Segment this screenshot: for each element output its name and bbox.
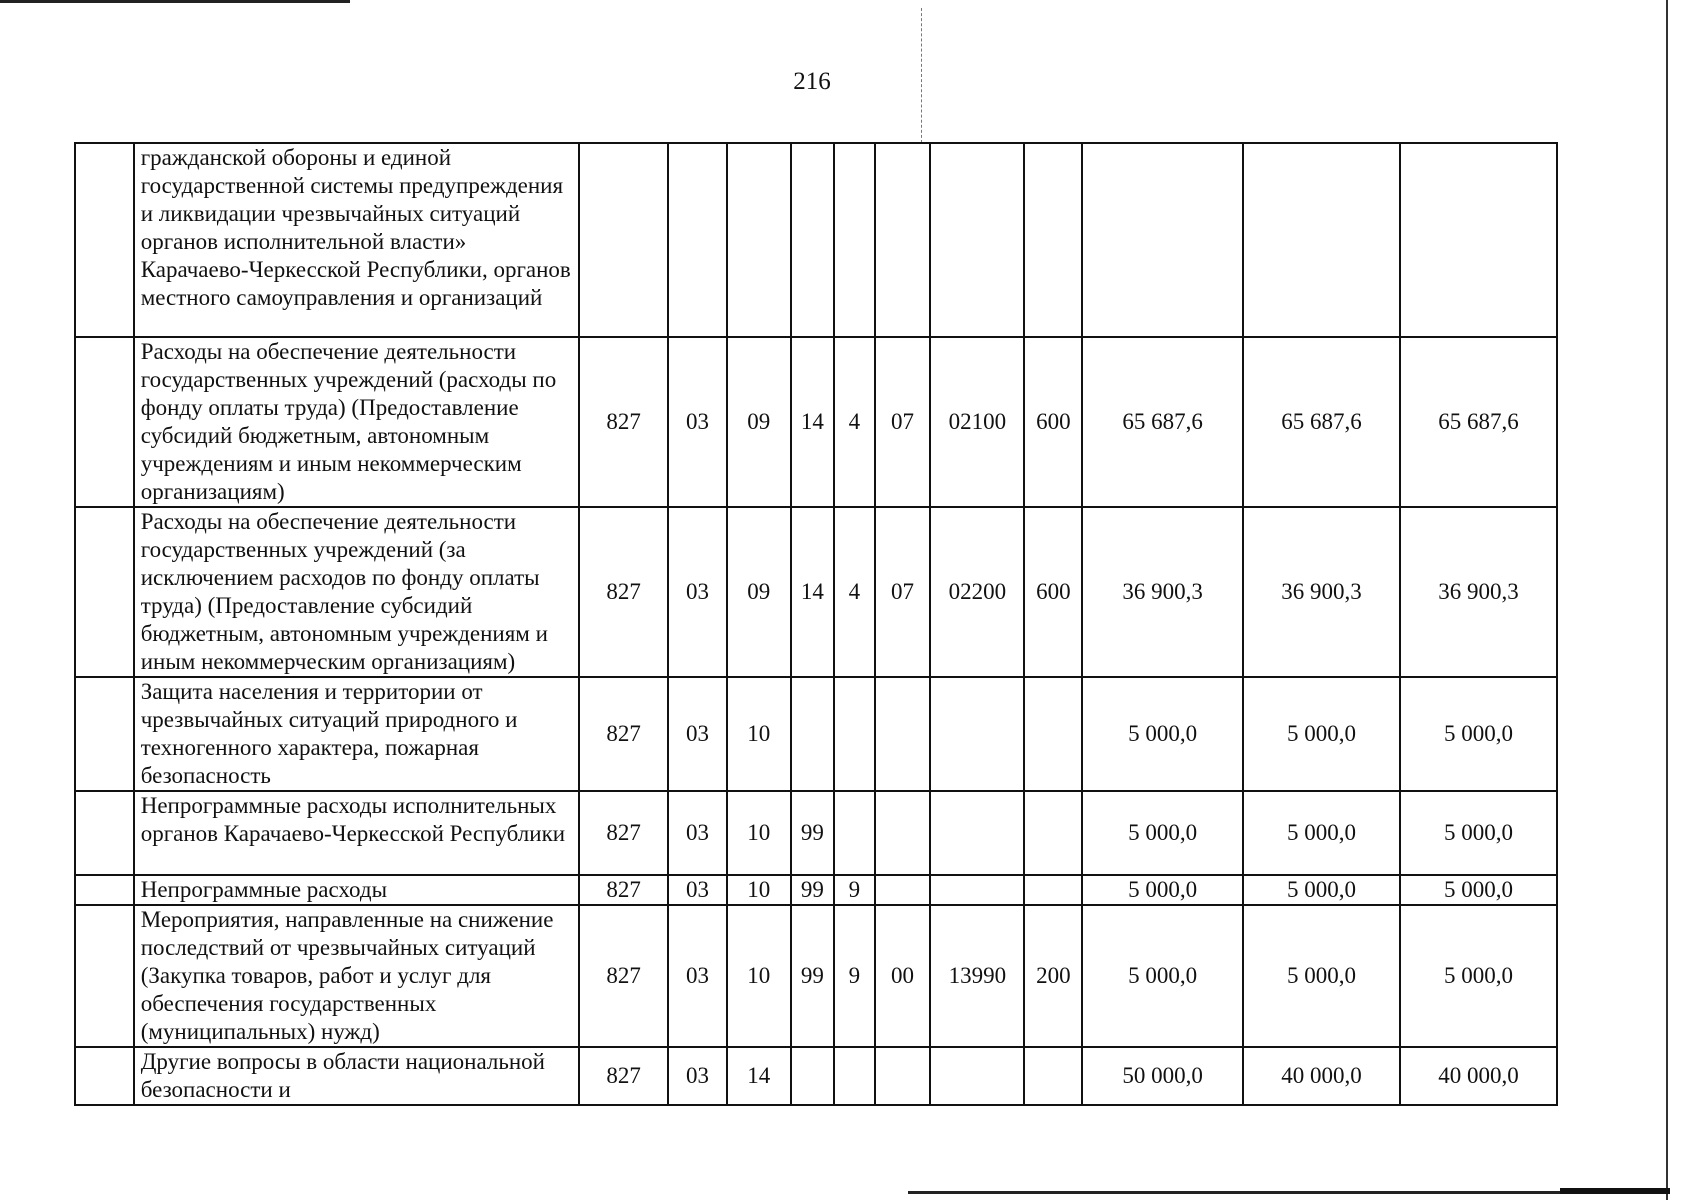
row-index-cell (75, 143, 134, 337)
amount-year-2-cell: 5 000,0 (1243, 677, 1400, 791)
ministry-code-cell: 827 (579, 791, 668, 875)
program-cell (791, 1047, 835, 1105)
amount-year-1-cell: 50 000,0 (1082, 1047, 1243, 1105)
table-row (75, 905, 1557, 1047)
subprogram-cell (834, 677, 874, 791)
table-row (75, 1047, 1557, 1105)
event-cell: 00 (875, 905, 931, 1047)
section-cell: 03 (668, 905, 727, 1047)
row-name-cell: гражданской обороны и единой государственной системы предупреждения и ликвидации чрезвычайных ситуаций органов исполнительной власти» Карачаево-Черкесской Республики, органов местного самоуправления и организаций (134, 143, 579, 337)
event-cell (875, 143, 931, 337)
direction-cell (930, 143, 1024, 337)
row-index-cell (75, 875, 134, 905)
expense-type-cell (1024, 875, 1082, 905)
amount-year-3-cell: 40 000,0 (1400, 1047, 1557, 1105)
direction-cell (930, 677, 1024, 791)
program-cell: 99 (791, 905, 835, 1047)
subsection-cell (727, 143, 791, 337)
amount-year-2-cell: 40 000,0 (1243, 1047, 1400, 1105)
row-index-cell (75, 677, 134, 791)
amount-year-1-cell: 5 000,0 (1082, 875, 1243, 905)
row-index-cell (75, 791, 134, 875)
subsection-cell: 09 (727, 507, 791, 677)
expense-type-cell (1024, 791, 1082, 875)
ministry-code-cell (579, 143, 668, 337)
subprogram-cell: 9 (834, 875, 874, 905)
expense-type-cell (1024, 1047, 1082, 1105)
subprogram-cell (834, 143, 874, 337)
amount-year-3-cell (1400, 143, 1557, 337)
amount-year-3-cell: 65 687,6 (1400, 337, 1557, 507)
direction-cell (930, 1047, 1024, 1105)
subprogram-cell: 4 (834, 507, 874, 677)
amount-year-1-cell (1082, 143, 1243, 337)
row-index-cell (75, 905, 134, 1047)
amount-year-1-cell: 65 687,6 (1082, 337, 1243, 507)
amount-year-1-cell: 5 000,0 (1082, 677, 1243, 791)
subsection-cell: 14 (727, 1047, 791, 1105)
amount-year-2-cell: 5 000,0 (1243, 905, 1400, 1047)
ministry-code-cell: 827 (579, 507, 668, 677)
section-cell: 03 (668, 1047, 727, 1105)
row-name-cell: Расходы на обеспечение деятельности государственных учреждений (расходы по фонду оплаты труда) (Предоставление субсидий бюджетным, автономным учреждениям и иным некоммерческим организациям) (134, 337, 579, 507)
subsection-cell: 10 (727, 875, 791, 905)
budget-table (74, 142, 1558, 1106)
direction-cell (930, 791, 1024, 875)
section-cell: 03 (668, 791, 727, 875)
row-name-cell: Другие вопросы в области национальной безопасности и (134, 1047, 579, 1105)
section-cell: 03 (668, 337, 727, 507)
ministry-code-cell: 827 (579, 677, 668, 791)
direction-cell: 13990 (930, 905, 1024, 1047)
subprogram-cell (834, 791, 874, 875)
row-name-cell: Защита населения и территории от чрезвычайных ситуаций природного и техногенного характера, пожарная безопасность (134, 677, 579, 791)
row-name-cell: Непрограммные расходы исполнительных органов Карачаево-Черкесской Республики (134, 791, 579, 875)
direction-cell: 02100 (930, 337, 1024, 507)
table-row (75, 143, 1557, 337)
row-name-cell: Мероприятия, направленные на снижение последствий от чрезвычайных ситуаций (Закупка товаров, работ и услуг для обеспечения государственных (муниципальных) нужд) (134, 905, 579, 1047)
subsection-cell: 10 (727, 677, 791, 791)
ministry-code-cell: 827 (579, 875, 668, 905)
bottom-scan-rule-thick (1560, 1188, 1670, 1194)
page-number: 216 (793, 68, 831, 95)
table-row (75, 337, 1557, 507)
amount-year-2-cell: 5 000,0 (1243, 875, 1400, 905)
amount-year-3-cell: 5 000,0 (1400, 875, 1557, 905)
amount-year-2-cell: 36 900,3 (1243, 507, 1400, 677)
expense-type-cell (1024, 143, 1082, 337)
amount-year-1-cell: 5 000,0 (1082, 791, 1243, 875)
subprogram-cell: 4 (834, 337, 874, 507)
subsection-cell: 09 (727, 337, 791, 507)
amount-year-1-cell: 5 000,0 (1082, 905, 1243, 1047)
subsection-cell: 10 (727, 791, 791, 875)
amount-year-2-cell: 65 687,6 (1243, 337, 1400, 507)
section-cell: 03 (668, 677, 727, 791)
row-index-cell (75, 507, 134, 677)
event-cell: 07 (875, 337, 931, 507)
table-row (75, 507, 1557, 677)
ministry-code-cell: 827 (579, 905, 668, 1047)
event-cell (875, 677, 931, 791)
section-cell: 03 (668, 507, 727, 677)
event-cell: 07 (875, 507, 931, 677)
direction-cell (930, 875, 1024, 905)
subprogram-cell: 9 (834, 905, 874, 1047)
row-index-cell (75, 1047, 134, 1105)
table-row (75, 791, 1557, 875)
amount-year-3-cell: 36 900,3 (1400, 507, 1557, 677)
ministry-code-cell: 827 (579, 1047, 668, 1105)
event-cell (875, 791, 931, 875)
amount-year-1-cell: 36 900,3 (1082, 507, 1243, 677)
row-index-cell (75, 337, 134, 507)
table-row (75, 875, 1557, 905)
row-name-cell: Расходы на обеспечение деятельности государственных учреждений (за исключением расходов по фонду оплаты труда) (Предоставление субсидий бюджетным, автономным учреждениям и иным некоммерческим организациям) (134, 507, 579, 677)
program-cell: 14 (791, 507, 835, 677)
amount-year-3-cell: 5 000,0 (1400, 905, 1557, 1047)
direction-cell: 02200 (930, 507, 1024, 677)
event-cell (875, 875, 931, 905)
table-row (75, 677, 1557, 791)
program-cell: 99 (791, 791, 835, 875)
program-cell: 14 (791, 337, 835, 507)
expense-type-cell: 600 (1024, 507, 1082, 677)
amount-year-2-cell: 5 000,0 (1243, 791, 1400, 875)
section-cell (668, 143, 727, 337)
subsection-cell: 10 (727, 905, 791, 1047)
amount-year-3-cell: 5 000,0 (1400, 791, 1557, 875)
row-name-cell: Непрограммные расходы (134, 875, 579, 905)
event-cell (875, 1047, 931, 1105)
amount-year-3-cell: 5 000,0 (1400, 677, 1557, 791)
program-cell (791, 677, 835, 791)
bottom-scan-rule (908, 1191, 1668, 1194)
top-scan-rule (0, 0, 350, 3)
subprogram-cell (834, 1047, 874, 1105)
program-cell: 99 (791, 875, 835, 905)
amount-year-2-cell (1243, 143, 1400, 337)
expense-type-cell: 600 (1024, 337, 1082, 507)
program-cell (791, 143, 835, 337)
right-scan-rule (1666, 0, 1668, 1200)
ministry-code-cell: 827 (579, 337, 668, 507)
expense-type-cell: 200 (1024, 905, 1082, 1047)
section-cell: 03 (668, 875, 727, 905)
expense-type-cell (1024, 677, 1082, 791)
